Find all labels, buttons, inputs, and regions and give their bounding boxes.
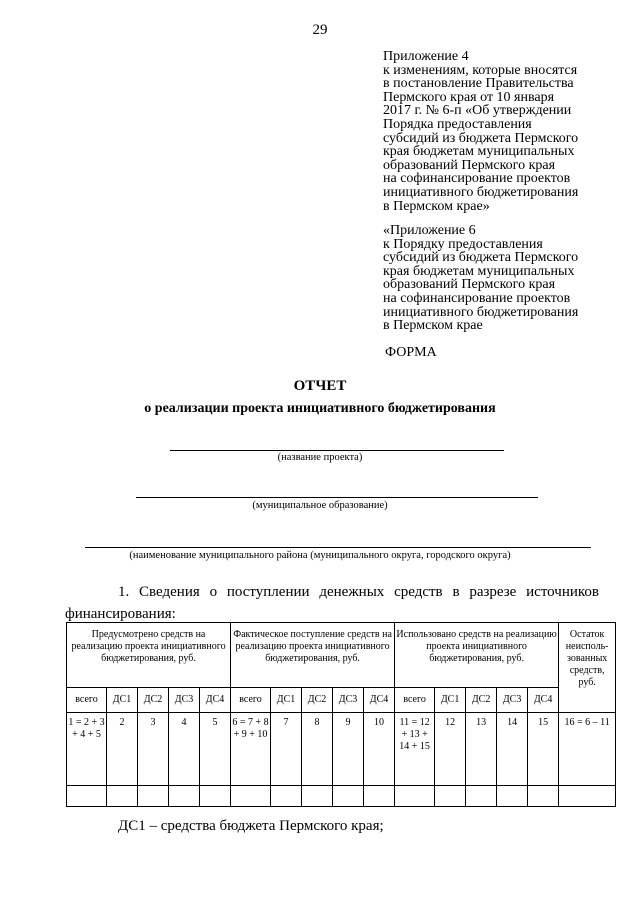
- column-header: ДС4: [200, 688, 231, 713]
- appendix-6-line: субсидий из бюджета Пермского: [383, 250, 579, 266]
- empty-cell[interactable]: [67, 786, 107, 807]
- appendix-6-line: образований Пермского края: [383, 277, 556, 293]
- page-number: 29: [312, 22, 328, 38]
- empty-cell[interactable]: [231, 786, 271, 807]
- empty-cell[interactable]: [466, 786, 497, 807]
- empty-cell[interactable]: [200, 786, 231, 807]
- column-header: ДС1: [435, 688, 466, 713]
- formula-cell: 16 = 6 – 11: [559, 713, 616, 786]
- formula-cell: 13: [466, 713, 497, 786]
- empty-cell[interactable]: [364, 786, 395, 807]
- column-header: ДС2: [138, 688, 169, 713]
- column-header: ДС4: [528, 688, 559, 713]
- formula-cell: 2: [107, 713, 138, 786]
- formula-cell: 15: [528, 713, 559, 786]
- appendix-4-line: в Пермском крае»: [383, 198, 490, 214]
- project-name-caption: (название проекта): [277, 452, 363, 463]
- appendix-4-line: Пермского края от 10 января: [383, 89, 555, 105]
- appendix-6-line: в Пермском крае: [383, 318, 483, 334]
- formula-cell: 5: [200, 713, 231, 786]
- remaining-funds-header: Остаток неисполь-зованных средств, руб.: [559, 623, 616, 713]
- funds-report-table: [66, 622, 616, 807]
- document-subtitle: о реализации проекта инициативного бюджетирования: [144, 401, 496, 416]
- appendix-6-line: к Порядку предоставления: [383, 236, 543, 252]
- empty-cell[interactable]: [395, 786, 435, 807]
- appendix-4-line: Порядка предоставления: [383, 116, 532, 132]
- appendix-6-line: края бюджетам муниципальных: [383, 263, 575, 279]
- column-header: ДС2: [466, 688, 497, 713]
- empty-cell[interactable]: [107, 786, 138, 807]
- formula-cell: 7: [271, 713, 302, 786]
- empty-cell[interactable]: [497, 786, 528, 807]
- empty-cell[interactable]: [302, 786, 333, 807]
- empty-cell[interactable]: [169, 786, 200, 807]
- empty-cell[interactable]: [559, 786, 616, 807]
- appendix-4-line: Приложение 4: [383, 49, 469, 64]
- appendix-4-line: инициативного бюджетирования: [383, 184, 579, 200]
- document-title: ОТЧЕТ: [293, 378, 347, 394]
- formula-cell: 10: [364, 713, 395, 786]
- appendix-4-line: к изменениям, которые вносятся: [383, 62, 578, 78]
- column-header: всего: [231, 688, 271, 713]
- project-name-line[interactable]: [170, 450, 504, 451]
- formula-cell: 4: [169, 713, 200, 786]
- footnote-ds1: ДС1 – средства бюджета Пермского края;: [118, 818, 384, 834]
- appendix-4-line: 2017 г. № 6-п «Об утверждении: [383, 103, 572, 119]
- section-1-heading: 1. Сведения о поступлении денежных средств в разрезе источников финансирования:: [65, 584, 599, 622]
- form-label: ФОРМА: [385, 345, 437, 360]
- empty-cell[interactable]: [271, 786, 302, 807]
- column-header: ДС3: [333, 688, 364, 713]
- column-header: всего: [67, 688, 107, 713]
- column-header: ДС1: [107, 688, 138, 713]
- formula-cell: 11 = 12 + 13 + 14 + 15: [395, 713, 435, 786]
- appendix-4-line: образований Пермского края: [383, 157, 556, 173]
- table-row: [67, 713, 616, 786]
- appendix-6-block: [383, 224, 623, 333]
- actual-receipts-header: Фактическое поступление средств на реализацию проекта инициативного бюджетирования, руб.: [231, 623, 395, 688]
- formula-cell: 8: [302, 713, 333, 786]
- formula-cell: 6 = 7 + 8 + 9 + 10: [231, 713, 271, 786]
- municipality-caption: (муниципальное образование): [252, 500, 388, 511]
- formula-cell: 14: [497, 713, 528, 786]
- formula-cell: 9: [333, 713, 364, 786]
- column-header: ДС3: [169, 688, 200, 713]
- column-header: ДС1: [271, 688, 302, 713]
- appendix-6-line: инициативного бюджетирования: [383, 304, 579, 320]
- empty-cell[interactable]: [528, 786, 559, 807]
- appendix-6-line: на софинансирование проектов: [383, 290, 571, 306]
- used-funds-header: Использовано средств на реализацию проекта инициативного бюджетирования, руб.: [395, 623, 559, 688]
- appendix-4-line: субсидий из бюджета Пермского: [383, 130, 579, 146]
- formula-cell: 1 = 2 + 3 + 4 + 5: [67, 713, 107, 786]
- appendix-4-line: на софинансирование проектов: [383, 171, 571, 187]
- empty-cell[interactable]: [138, 786, 169, 807]
- appendix-4-line: края бюджетам муниципальных: [383, 144, 575, 160]
- appendix-4-line: в постановление Правительства: [383, 76, 574, 92]
- district-line[interactable]: [85, 547, 591, 548]
- empty-cell[interactable]: [435, 786, 466, 807]
- appendix-4-block: [383, 50, 623, 213]
- column-header: ДС3: [497, 688, 528, 713]
- district-caption: (наименование муниципального района (муниципального округа, городского округа): [129, 550, 511, 561]
- appendix-6-line: «Приложение 6: [383, 223, 476, 238]
- formula-cell: 12: [435, 713, 466, 786]
- column-header: ДС2: [302, 688, 333, 713]
- municipality-line[interactable]: [136, 497, 538, 498]
- table-row: [67, 786, 616, 807]
- column-header: всего: [395, 688, 435, 713]
- column-header: ДС4: [364, 688, 395, 713]
- formula-cell: 3: [138, 713, 169, 786]
- empty-cell[interactable]: [333, 786, 364, 807]
- planned-funds-header: Предусмотрено средств на реализацию проекта инициативного бюджетирования, руб.: [67, 623, 231, 688]
